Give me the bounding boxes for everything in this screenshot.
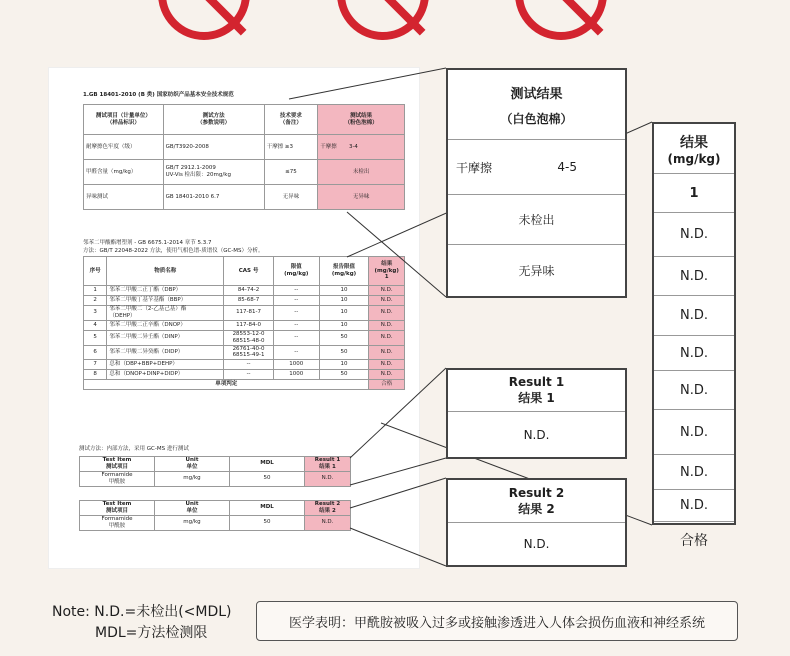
t2-cell: 28553-12-0 68515-48-0	[224, 330, 274, 345]
t2-cell: 总和（DNOP+DINP+DIDP）	[107, 370, 224, 380]
t2-result-cell: N.D.	[369, 286, 405, 296]
t1-cell: GB/T3920-2008	[163, 135, 264, 160]
t2-header: 序号	[84, 257, 107, 286]
t2-header: CAS 号	[224, 257, 274, 286]
t2-result-cell: N.D.	[369, 345, 405, 360]
t2-result-cell: N.D.	[369, 306, 405, 321]
t1-header: 技术要求 （备注）	[264, 105, 318, 135]
t2-header: 报告限值 (mg/kg)	[319, 257, 369, 286]
t1-result-cell: 干摩擦 3-4	[318, 135, 405, 160]
t2-header-result: 结果 (mg/kg) 1	[369, 257, 405, 286]
panel3-value: N.D.	[523, 427, 550, 442]
t2-cell: 1000	[273, 370, 319, 380]
t2-cell: 10	[319, 306, 369, 321]
t2-cell: --	[273, 286, 319, 296]
t2-cell: 邻苯二甲酸二异癸酯（DIDP）	[107, 345, 224, 360]
t2-cell: --	[273, 296, 319, 306]
t1-cell: 无异味	[264, 185, 318, 210]
t3-header: Unit 单位	[155, 457, 230, 472]
t2-cell: 117-81-7	[224, 306, 274, 321]
t2-cell: 1000	[273, 360, 319, 370]
t2-cell: 10	[319, 320, 369, 330]
t1-header: 测试方法 （参数说明）	[163, 105, 264, 135]
result1-panel	[446, 368, 627, 459]
t1-cell: ≤75	[264, 160, 318, 185]
t1-cell: 异味测试	[84, 185, 164, 210]
t3-header: MDL	[230, 501, 305, 516]
t2-cell: 4	[84, 320, 107, 330]
section2-line1: 邻苯二甲酸酯增塑剂 - GB 6675.1-2014 章节 5.3.7	[83, 240, 212, 246]
section2-line2: 方法：GB/T 22048-2022 方法，使用气相色谱-质谱仪（GC-MS）分析。	[83, 248, 264, 254]
t2-cell: 50	[319, 330, 369, 345]
t3-cell: 50	[230, 515, 305, 530]
t2-cell: 10	[319, 360, 369, 370]
panel1-row: 干摩擦 4-5	[448, 140, 625, 195]
section1-title: 1.GB 18401-2010 (B 类) 国家纺织产品基本安全技术规范	[83, 92, 234, 98]
panel2-value: N.D.	[654, 336, 734, 371]
t3-cell: Formamide 甲酰胺	[80, 515, 155, 530]
t2-cell: 84-74-2	[224, 286, 274, 296]
t1-header-result: 测试结果 （粉色泡棉）	[318, 105, 405, 135]
panel2-value: N.D.	[654, 296, 734, 336]
t2-result-cell: N.D.	[369, 320, 405, 330]
t2-cell: --	[273, 306, 319, 321]
section3-line: 测试方法：内部方法，采用 GC-MS 进行测试	[79, 446, 189, 452]
panel2-value: N.D.	[654, 213, 734, 257]
phthalate-result-panel	[652, 122, 736, 549]
t2-cell: 26761-40-0 68515-49-1	[224, 345, 274, 360]
panel4-subtitle: 结果 2	[518, 501, 555, 516]
panel1-header	[448, 70, 625, 140]
t3-header: Test Item 测试项目	[80, 501, 155, 516]
medical-note-box	[256, 601, 738, 641]
panel2-unit: (mg/kg)	[667, 151, 721, 166]
note-line2: MDL=方法检测限	[95, 625, 208, 641]
t3-header: MDL	[230, 457, 305, 472]
t2-cell: 50	[319, 345, 369, 360]
panel4-title: Result 2	[508, 485, 565, 500]
panel2-title: 结果	[680, 134, 708, 151]
t2-cell: 7	[84, 360, 107, 370]
t2-cell: 3	[84, 306, 107, 321]
t2-cell: 邻苯二甲酸二异壬酯（DINP）	[107, 330, 224, 345]
panel2-value: N.D.	[654, 371, 734, 410]
t2-cell: 50	[319, 370, 369, 380]
t2-verdict: 合格	[369, 380, 405, 390]
t1-cell: GB 18401-2010 6.7	[163, 185, 264, 210]
t2-result-cell: N.D.	[369, 330, 405, 345]
t2-cell: 总和（DBP+BBP+DEHP）	[107, 360, 224, 370]
t2-cell: --	[224, 360, 274, 370]
panel1-row: 未检出	[448, 195, 625, 245]
panel1-title: 测试结果	[510, 86, 563, 102]
note-line1: Note: N.D.=未检出(<MDL)	[52, 604, 232, 620]
t2-result-cell: N.D.	[369, 360, 405, 370]
t2-cell: 10	[319, 296, 369, 306]
t3-header: Test Item 测试项目	[80, 457, 155, 472]
t2-cell: 6	[84, 345, 107, 360]
t2-cell: 邻苯二甲酸二（2-乙基己基）酯 （DEHP）	[107, 306, 224, 321]
t3-result-cell: N.D.	[305, 471, 351, 486]
white-foam-result-panel	[446, 68, 627, 298]
t1-result-cell: 无异味	[318, 185, 405, 210]
panel2-value: N.D.	[654, 455, 734, 490]
medical-note-text: 医学表明：甲酰胺被吸入过多或接触渗透进入人体会损伤血液和神经系统	[288, 615, 705, 631]
t3-cell: 50	[230, 471, 305, 486]
t2-cell: 10	[319, 286, 369, 296]
t3-cell: mg/kg	[155, 471, 230, 486]
t3-cell: Formamide 甲酰胺	[80, 471, 155, 486]
t1-cell: 耐摩擦色牢度（级）	[84, 135, 164, 160]
t3-header-result: Result 2 结果 2	[305, 501, 351, 516]
t1-cell: 甲醛含量（mg/kg）	[84, 160, 164, 185]
t2-cell: 2	[84, 296, 107, 306]
t2-cell: --	[224, 370, 274, 380]
t2-verdict-label: 单项判定	[84, 380, 369, 390]
t1-cell: 干摩擦 ≥3	[264, 135, 318, 160]
t2-cell: 邻苯二甲酸二正辛酯（DNOP）	[107, 320, 224, 330]
panel1-row: 无异味	[518, 264, 555, 278]
t2-header: 限值 (mg/kg)	[273, 257, 319, 286]
t3-cell: mg/kg	[155, 515, 230, 530]
t2-cell: 邻苯二甲酸丁基苄基酯（BBP）	[107, 296, 224, 306]
t3-header: Unit 单位	[155, 501, 230, 516]
result2-panel	[446, 478, 627, 567]
panel1-subtitle: （白色泡棉）	[500, 111, 573, 126]
t1-cell: GB/T 2912.1-2009 UV-Vis 检出限：20mg/kg	[163, 160, 264, 185]
t2-cell: 8	[84, 370, 107, 380]
panel4-value: N.D.	[523, 537, 550, 551]
t2-header: 物质名称	[107, 257, 224, 286]
t2-cell: --	[273, 345, 319, 360]
panel4-header	[448, 480, 625, 523]
panel2-header	[654, 124, 734, 174]
panel2-value: N.D.	[654, 410, 734, 455]
panel2-verdict: 合格	[680, 533, 708, 549]
panel3-subtitle: 结果 1	[518, 391, 555, 405]
t2-cell: --	[273, 330, 319, 345]
t1-result-cell: 未检出	[318, 160, 405, 185]
t2-cell: 1	[84, 286, 107, 296]
t2-cell: --	[273, 320, 319, 330]
t1-header: 测试项目（计量单位） （样品标识）	[84, 105, 164, 135]
panel3-title: Result 1	[508, 375, 565, 389]
panel2-value: N.D.	[654, 257, 734, 296]
t2-cell: 邻苯二甲酸二正丁酯（DBP）	[107, 286, 224, 296]
panel2-value: N.D.	[654, 490, 734, 522]
t2-cell: 5	[84, 330, 107, 345]
t2-result-cell: N.D.	[369, 296, 405, 306]
panel3-header	[448, 370, 625, 412]
t2-cell: 85-68-7	[224, 296, 274, 306]
t3-header-result: Result 1 结果 1	[305, 457, 351, 472]
t3-result-cell: N.D.	[305, 515, 351, 530]
panel2-sub: 1	[654, 174, 734, 213]
t2-cell: 117-84-0	[224, 320, 274, 330]
t2-result-cell: N.D.	[369, 370, 405, 380]
